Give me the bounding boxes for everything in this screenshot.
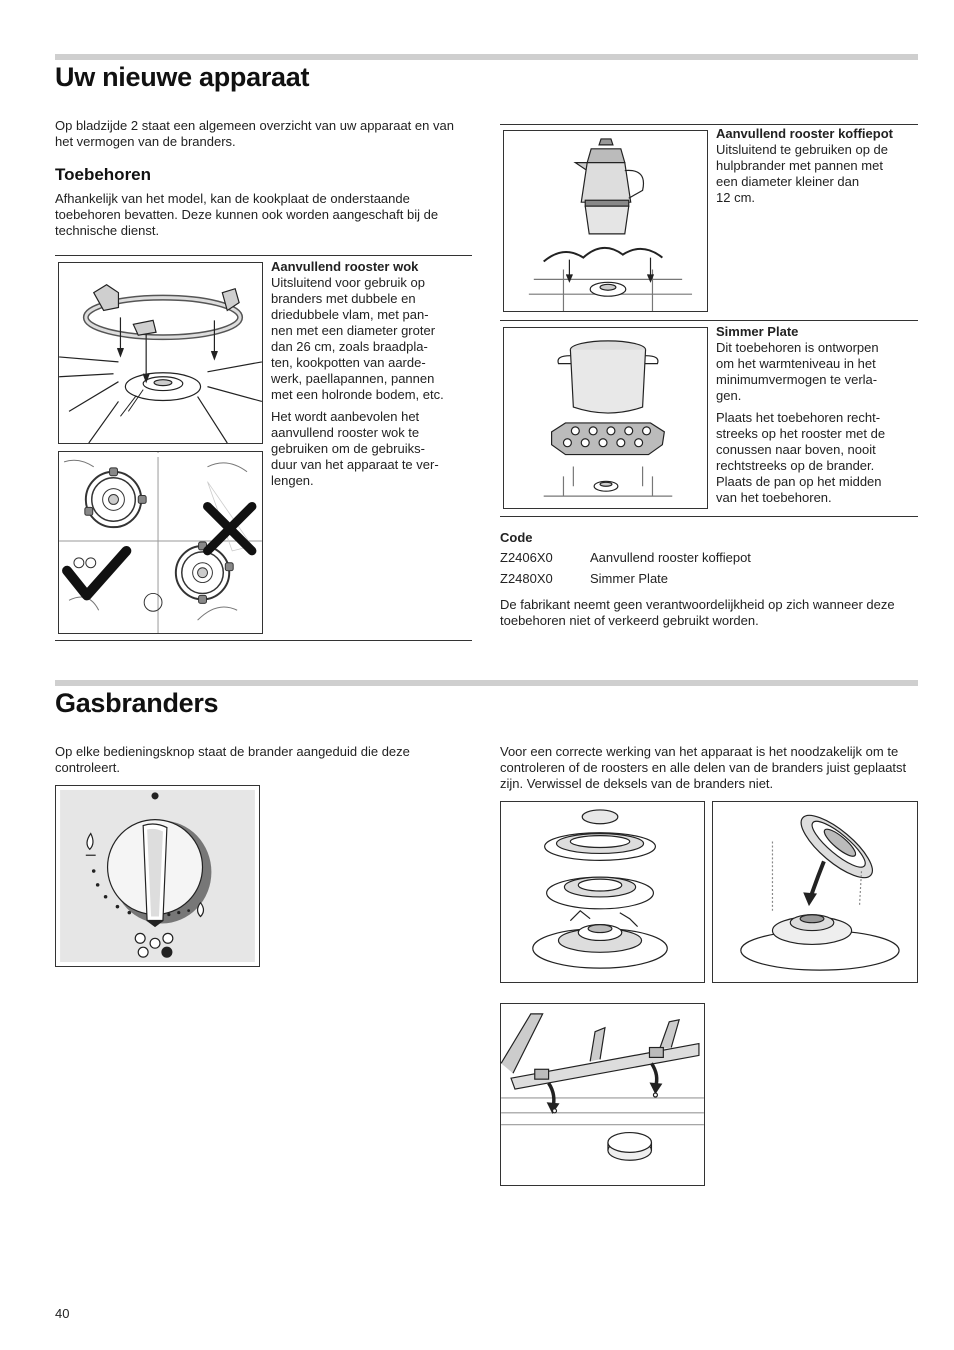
burner-parts-illustration — [501, 802, 704, 982]
code-row — [500, 550, 918, 566]
control-knob-illustration — [56, 786, 259, 966]
simmer-line: minimumvermogen te verla- — [716, 372, 878, 387]
coffee-text-block — [716, 126, 921, 206]
simmer-line: gen. — [716, 388, 742, 403]
wok-ring-figure — [58, 262, 263, 444]
wok-description — [271, 275, 476, 403]
page-number: 40 — [55, 1306, 70, 1321]
section-rule-top — [55, 680, 918, 686]
divider-simmer-bottom — [500, 516, 918, 517]
coffee-title: Aanvullend rooster koffiepot — [716, 126, 893, 141]
coffee-line: een diameter kleiner dan — [716, 174, 860, 189]
coffee-pot-illustration — [504, 131, 707, 311]
wok-line: lengen. — [271, 473, 314, 488]
coffee-line: hulpbrander met pannen met — [716, 158, 883, 173]
wok-line: duur van het apparaat te ver- — [271, 457, 439, 472]
simmer-text-block — [716, 324, 921, 506]
grate-placement-figure — [500, 1003, 705, 1186]
accessories-heading: Toebehoren — [55, 165, 152, 184]
simmer-line: streeks op het rooster met de — [716, 426, 886, 441]
code-label: Aanvullend rooster koffiepot — [590, 550, 751, 565]
divider-coffee-top — [500, 124, 918, 125]
wok-line: driedubbele vlam, met pan- — [271, 307, 429, 322]
gas-right-text: Voor een correcte werking van het apparaat is het noodzakelijk om te controleren of de roosters en alle delen van de branders juist geplaatst zijn. Verwissel de deksels van de branders niet. — [500, 744, 907, 791]
wok-title: Aanvullend rooster wok — [271, 259, 419, 274]
coffee-pot-figure — [503, 130, 708, 312]
section-rule-top — [55, 54, 918, 60]
wok-placement-illustration — [59, 452, 262, 633]
divider-wok-bottom — [55, 640, 472, 641]
control-knob-figure — [55, 785, 260, 967]
burner-parts-figure — [500, 801, 705, 983]
grate-placement-illustration — [501, 1004, 704, 1185]
wok-ring-illustration — [59, 263, 262, 443]
wok-line: werk, paellapannen, pannen — [271, 371, 435, 386]
intro-text: Op bladzijde 2 staat een algemeen overzicht van uw apparaat en van het vermogen van de branders. — [55, 118, 454, 149]
wok-line: ten, kookpotten van aarde- — [271, 355, 426, 370]
simmer-line: conussen naar boven, nooit — [716, 442, 876, 457]
divider-wok-top — [55, 255, 472, 256]
accessories-intro: Afhankelijk van het model, kan de kookplaat de onderstaande toebehoren bevatten. Deze kunnen ook worden aangeschaft bij de technische dienst. — [55, 191, 439, 238]
coffee-line: 12 cm. — [716, 190, 756, 205]
simmer-line: rechtstreeks op de brander. — [716, 458, 875, 473]
section-title-new-appliance: Uw nieuwe apparaat — [55, 62, 310, 92]
simmer-line: Dit toebehoren is ontworpen — [716, 340, 879, 355]
coffee-line: Uitsluitend te gebruiken op de — [716, 142, 889, 157]
code-row — [500, 571, 918, 587]
wok-line: aanvullend rooster wok te — [271, 425, 420, 440]
code-value: Z2480X0 — [500, 571, 553, 586]
wok-recommendation — [271, 409, 476, 489]
simmer-line: Plaats het toebehoren recht- — [716, 410, 881, 425]
wok-correct-placement-figure — [58, 451, 263, 634]
wok-line: dan 26 cm, zoals braadpla- — [271, 339, 428, 354]
wok-line: Uitsluitend voor gebruik op — [271, 275, 425, 290]
burner-cap-placement-figure — [712, 801, 918, 983]
code-value: Z2406X0 — [500, 550, 553, 565]
simmer-description — [716, 340, 921, 404]
wok-line: branders met dubbele en — [271, 291, 416, 306]
simmer-plate-illustration — [504, 328, 707, 508]
wok-line: Het wordt aanbevolen het — [271, 409, 420, 424]
divider-simmer-top — [500, 320, 918, 321]
simmer-instructions — [716, 410, 921, 506]
burner-cap-illustration — [713, 802, 917, 982]
wok-line: gebruiken om de gebruiks- — [271, 441, 425, 456]
wok-line: nen met een diameter groter — [271, 323, 436, 338]
wok-line: met een holronde bodem, etc. — [271, 387, 444, 402]
section-title-gas-burners: Gasbranders — [55, 688, 219, 718]
code-heading: Code — [500, 530, 533, 545]
disclaimer-text: De fabrikant neemt geen verantwoordelijkheid op zich wanneer deze toebehoren niet of verkeerd gebruikt worden. — [500, 597, 895, 628]
gas-left-text: Op elke bedieningsknop staat de brander aangeduid die deze controleert. — [55, 744, 410, 775]
wok-text-block — [271, 259, 476, 489]
simmer-plate-figure — [503, 327, 708, 509]
simmer-line: Plaats de pan op het midden — [716, 474, 882, 489]
code-label: Simmer Plate — [590, 571, 669, 586]
simmer-title: Simmer Plate — [716, 324, 799, 339]
simmer-line: om het warmteniveau in het — [716, 356, 876, 371]
simmer-line: van het toebehoren. — [716, 490, 832, 505]
